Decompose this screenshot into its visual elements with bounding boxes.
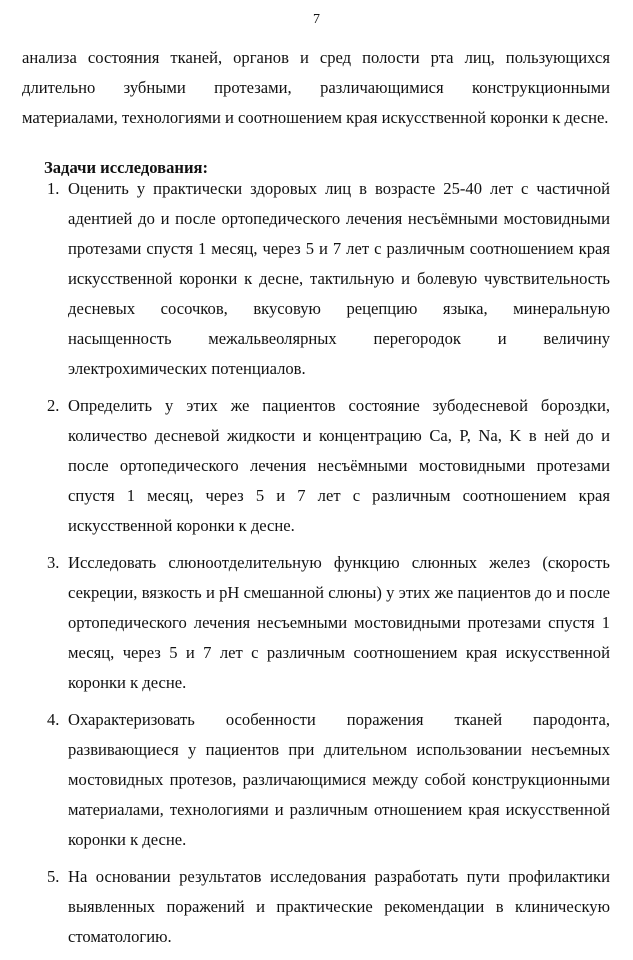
task-text: Охарактеризовать особенности поражения тканей пародонта, развивающиеся у пациентов при длительном использовании несъемных мостовидных протезов, различающимися между собой конструкционными материалами, технологиями и различным отношением края искусственной коронки к десне. xyxy=(68,710,610,849)
tasks-list xyxy=(0,174,633,952)
task-item-3 xyxy=(0,548,610,698)
task-text: Исследовать слюноотделительную функцию слюнных желез (скорость секреции, вязкость и pH смешанной слюны) у этих же пациентов до и после ортопедического лечения несъемными мостовидными протезами спустя 1 месяц, через 5 и 7 лет с различным соотношением края искусственной коронки к десне. xyxy=(68,553,610,692)
task-item-1 xyxy=(0,174,610,384)
tasks-heading: Задачи исследования: xyxy=(44,158,209,177)
task-text: На основании результатов исследования разработать пути профилактики выявленных поражений и практические рекомендации в клиническую стоматологию. xyxy=(68,867,610,946)
task-item-2 xyxy=(0,391,610,541)
task-item-4 xyxy=(0,705,610,855)
task-number: 2. xyxy=(47,396,60,415)
task-number: 4. xyxy=(47,710,60,729)
page-number: 7 xyxy=(313,12,320,27)
task-item-5 xyxy=(0,862,610,952)
intro-paragraph: анализа состояния тканей, органов и сред полости рта лиц, пользующихся длительно зубными протезами, различающимися конструкционными материалами, технологиями и соотношением края искусственной коронки к десне. xyxy=(22,48,610,127)
task-text: Определить у этих же пациентов состояние зубодесневой бороздки, количество десневой жидкости и концентрацию Ca, P, Na, K в ней до и после ортопедического лечения несъёмными мостовидными протезами спустя 1 месяц, через 5 и 7 лет с различным соотношением края искусственной коронки к десне. xyxy=(68,396,610,535)
task-text: Оценить у практически здоровых лиц в возрасте 25-40 лет с частичной адентией до и после ортопедического лечения несъёмными мостовидными протезами спустя 1 месяц, через 5 и 7 лет с различным соотношением края искусственной коронки к десне, тактильную и болевую чувствительность десневых сосочков, вкусовую рецепцию языка, минеральную насыщенность межальвеолярных перегородок и величину электрохимических потенциалов. xyxy=(68,179,610,378)
task-number: 1. xyxy=(47,179,60,198)
task-number: 3. xyxy=(47,553,60,572)
task-number: 5. xyxy=(47,867,60,886)
